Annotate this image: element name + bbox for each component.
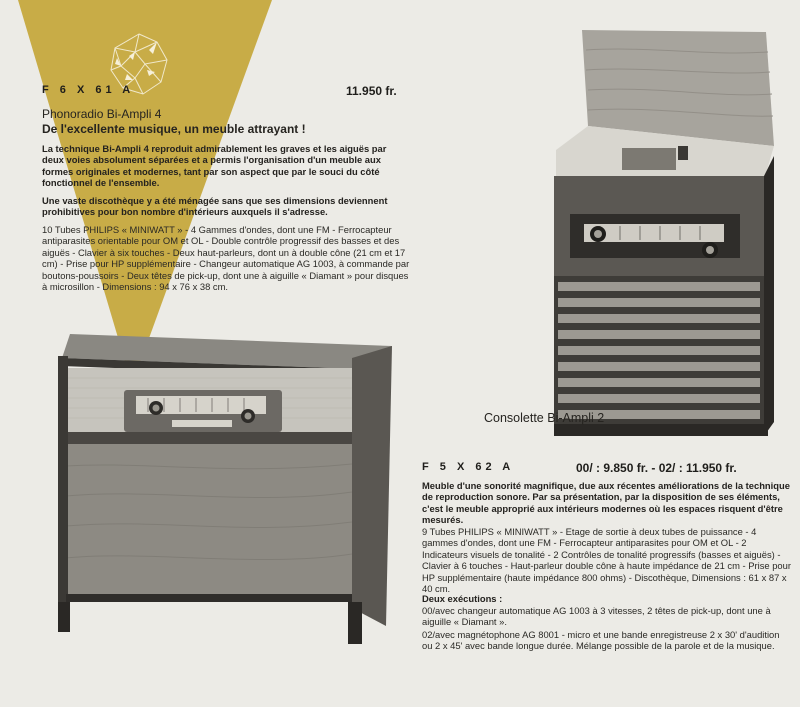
product1-name: Phonoradio Bi-Ampli 4	[42, 107, 162, 121]
option-00	[422, 605, 792, 628]
consolette-cabinet-photo	[548, 26, 776, 442]
option-02	[422, 629, 792, 652]
executions-label: Deux exécutions :	[422, 593, 503, 604]
phonoradio-cabinet-photo	[52, 326, 400, 652]
option-00-text: avec changeur automatique AG 1003 à 3 vitesses, 2 têtes de pick-up, dont une à aiguille « Diamant ».	[422, 605, 771, 628]
product1-price: 11.950 fr.	[346, 84, 397, 98]
product1-tagline: De l'excellente musique, un meuble attrayant !	[42, 122, 306, 136]
product2-model-code: F 5 X 62 A	[422, 461, 515, 473]
option-02-text: avec magnétophone AG 8001 - micro et une bande enregistreuse 2 x 30' d'audition ou 2 x 45' avec bande longue durée. Mélange possible de la parole et de la musique.	[422, 629, 780, 652]
consolette-caption: Consolette Bi-Ampli 2	[484, 411, 605, 425]
product2-description: Meuble d'une sonorité magnifique, due aux récentes améliorations de la technique de reproduction sonore. Par sa présentation, par la disposition de ses éléments, c'est le meuble approprié aux intérieurs modernes où les espaces risquent d'être mesurés.	[422, 480, 790, 526]
product1-model-code: F 6 X 61 A	[42, 84, 135, 96]
option-02-code: 02/	[422, 629, 436, 640]
option-00-code: 00/	[422, 605, 436, 616]
product1-description: La technique Bi-Ampli 4 reproduit admirablement les graves et les aiguës par deux voies absolument séparées et a permis l'organisation d'un meuble aux formes originales et modernes, tant par son aspect que par le souci du côté fonctionnel de l'ensemble.	[42, 143, 387, 189]
product2-specs: 9 Tubes PHILIPS « MINIWATT » - Etage de sortie à deux tubes de puissance - 4 gammes d'ondes, dont une FM - Ferrocapteur antiparasites pour OM et OL - 2 Indicateurs visuels de tonalité - 2 Contrôles de tonalité progressifs (basses et aiguës) - Clavier à 6 touches - Haut-parleur double cône à haute impédance de 21 cm - Prise pour HP supplémentaire (haute impédance 800 ohms) - Discothèque, Dimensions : 61 x 87 x 40 cm.	[422, 526, 791, 595]
product2-price: 00/ : 9.850 fr. - 02/ : 11.950 fr.	[576, 461, 737, 475]
product1-specs: 10 Tubes PHILIPS « MINIWATT » - 4 Gammes d'ondes, dont une FM - Ferrocapteur antiparasites orientable pour OM et OL - Double contrôle progressif des basses et des aiguës - Clavier à six touches - Deux haut-parleurs, dont un à double cône (21 cm et 17 cm) - Prise pour HP supplémentaire - Changeur automatique AG 1003, à commande par boutons-poussoirs - Deux têtes de pick-up, dont une à aiguille « Diamant » pour disques à microsillon - Dimensions : 94 x 76 x 38 cm.	[42, 224, 410, 293]
product1-discotheque-note: Une vaste discothèque y a été ménagée sans que ses dimensions deviennent prohibitives pour bon nombre d'intérieurs auxquels il s'adresse.	[42, 195, 388, 218]
